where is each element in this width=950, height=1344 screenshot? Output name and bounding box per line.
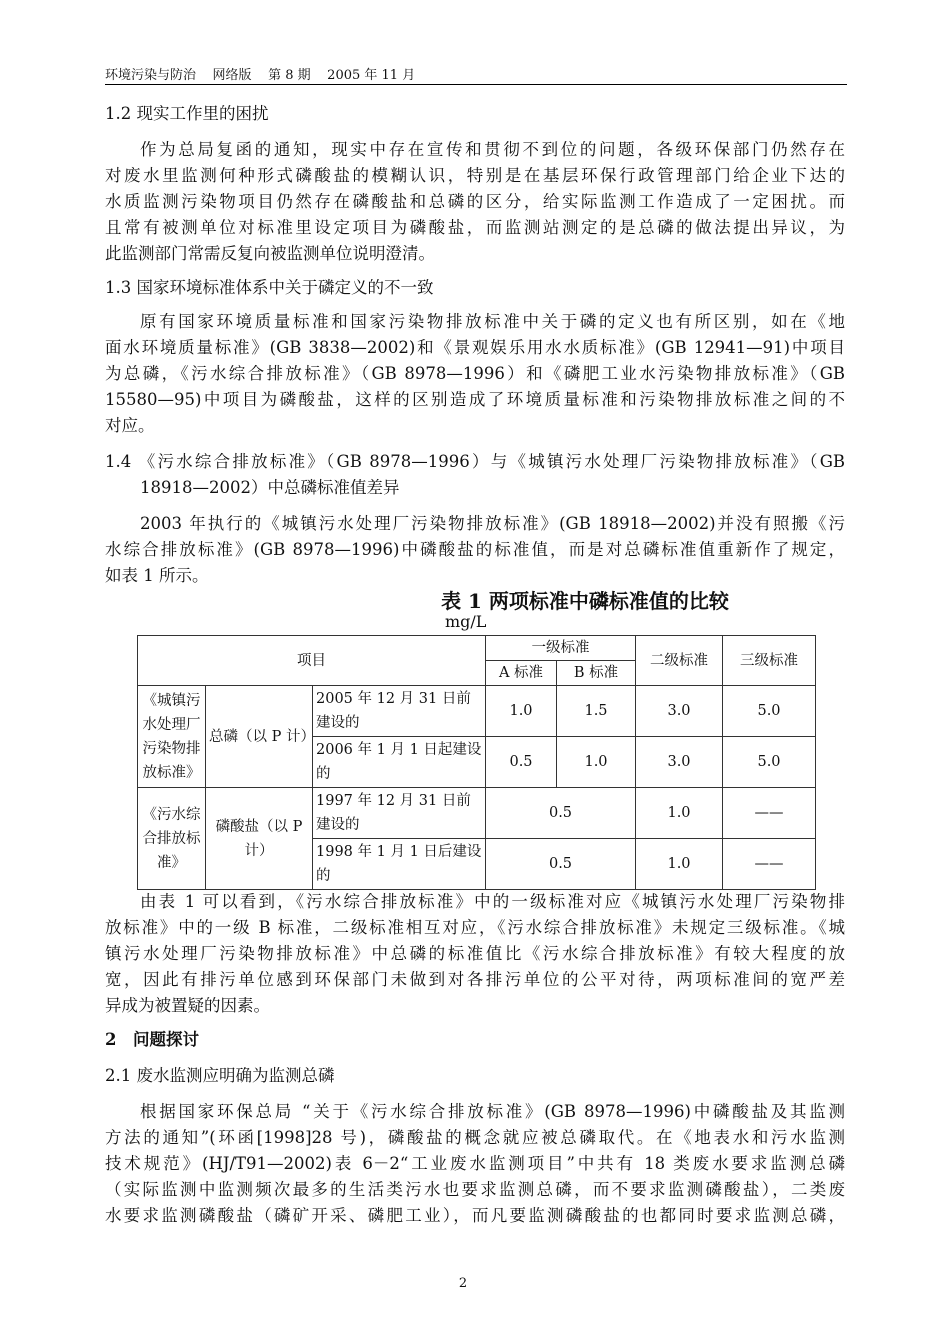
- text-line: 原有国家环境质量标准和国家污染物排放标准中关于磷的定义也有所区别，如在《地: [140, 312, 845, 331]
- text-line: 宽，因此有排污单位感到环保部门未做到对各排污单位的公平对待，两项标准间的宽严差: [105, 970, 845, 989]
- running-header: [105, 64, 415, 83]
- period: 2006 年 1 月 1 日起建设的: [313, 737, 486, 788]
- text-line: 镇污水处理厂污染物排放标准》中总磷的标准值比《污水综合排放标准》有较大程度的放: [105, 944, 845, 963]
- text-line: 对应。: [105, 416, 155, 435]
- heading-text: 1.3 国家环境标准体系中关于磷定义的不一致: [105, 278, 434, 297]
- section-heading: [105, 1027, 845, 1053]
- text-line: 此监测部门常需反复向被监测单位说明澄清。: [105, 244, 435, 263]
- text-line: （实际监测中监测频次最多的生活类污水也要求监测总磷，而不要求监测磷酸盐），二类废: [105, 1180, 845, 1199]
- text-line: 技术规范》(HJ/T91—2002)表 6－2“工业废水监测项目”中共有 18 类废水要求监测总磷: [105, 1154, 845, 1173]
- text-line: 水要求监测磷酸盐（磷矿开采、磷肥工业），而凡要监测磷酸盐的也都同时要求监测总磷，: [105, 1206, 845, 1225]
- value-grade2: 3.0: [636, 737, 723, 788]
- text-line: 水质监测污染物项目仍然存在磷酸盐和总磷的区分，给实际监测工作造成了一定困扰。而: [105, 192, 845, 211]
- text-line: 放标准》中的一级 B 标准，二级标准相互对应，《污水综合排放标准》未规定三级标准。《城: [105, 918, 845, 937]
- value-grade1: 0.5: [486, 839, 636, 890]
- date: 2005 年 11 月: [327, 68, 416, 83]
- paragraph: [105, 1099, 845, 1229]
- text-line: 由表 1 可以看到，《污水综合排放标准》中的一级标准对应《城镇污水处理厂污染物排: [140, 892, 845, 911]
- text-line: 2003 年执行的《城镇污水处理厂污染物排放标准》(GB 18918—2002)并没有照搬《污: [140, 514, 845, 533]
- period: 1998 年 1 月 1 日后建设的: [313, 839, 486, 890]
- issue: 第 8 期: [268, 68, 311, 83]
- heading-text: 2 问题探讨: [105, 1030, 199, 1049]
- paragraph: [105, 309, 845, 439]
- text-line: 水综合排放标准》(GB 8978—1996)中磷酸盐的标准值，而是对总磷标准值重新作了规定，: [105, 540, 845, 559]
- period: 1997 年 12 月 31 日前建设的: [313, 788, 486, 839]
- text-line: 且常有被测单位对标准里设定项目为磷酸盐，而监测站测定的是总磷的做法提出异议，为: [105, 218, 845, 237]
- standard-name: 《城镇污水处理厂污染物排放标准》: [138, 686, 206, 788]
- parameter: 磷酸盐（以 P 计）: [206, 788, 313, 890]
- value-grade2: 3.0: [636, 686, 723, 737]
- subsection-heading: [105, 1063, 845, 1089]
- period: 2005 年 12 月 31 日前建设的: [313, 686, 486, 737]
- text-line: 根据国家环保总局 “关于《污水综合排放标准》(GB 8978—1996)中磷酸盐及其监测: [140, 1102, 845, 1121]
- paragraph: [105, 511, 845, 589]
- heading-text: 2.1 废水监测应明确为监测总磷: [105, 1066, 335, 1085]
- value-grade3: 5.0: [723, 686, 816, 737]
- text-line: 为总磷，《污水综合排放标准》（GB 8978—1996）和《磷肥工业水污染物排放标准》（GB: [105, 364, 845, 383]
- text-line: 1.4 《污水综合排放标准》（GB 8978—1996）与《城镇污水处理厂污染物排放标准》（GB: [105, 452, 845, 471]
- table-title: 表 1 两项标准中磷标准值的比较: [441, 589, 729, 613]
- heading-text: 1.2 现实工作里的困扰: [105, 104, 269, 123]
- header-b: B 标准: [557, 661, 636, 686]
- paragraph: [105, 889, 845, 1019]
- table-row: [138, 686, 816, 737]
- table-unit: mg/L: [445, 612, 487, 631]
- text-line: 对废水里监测何种形式磷酸盐的模糊认识，特别是在基层环保行政管理部门给企业下达的: [105, 166, 845, 185]
- edition: 网络版: [212, 68, 252, 83]
- header-grade1: 一级标准: [486, 636, 636, 661]
- text-line: 异成为被置疑的因素。: [105, 996, 270, 1015]
- header-grade2: 二级标准: [636, 636, 723, 686]
- value-grade2: 1.0: [636, 839, 723, 890]
- subsection-heading: [105, 275, 845, 301]
- header-item: 项目: [138, 636, 486, 686]
- comparison-table: [137, 635, 816, 890]
- text-line: 面水环境质量标准》(GB 3838—2002)和《景观娱乐用水水质标准》(GB 12941—91)中项目: [105, 338, 845, 357]
- text-line: 18918—2002）中总磷标准值差异: [140, 478, 400, 497]
- value-grade3: 5.0: [723, 737, 816, 788]
- parameter: 总磷（以 P 计）: [206, 686, 313, 788]
- subsection-heading: [105, 101, 845, 127]
- page-number: 2: [458, 1276, 468, 1291]
- value-grade1: 0.5: [486, 788, 636, 839]
- value-a: 1.0: [486, 686, 557, 737]
- text-line: 方法的通知”(环函[1998]28 号)，磷酸盐的概念就应被总磷取代。在《地表水和污水监测: [105, 1128, 845, 1147]
- paragraph: [105, 137, 845, 267]
- table-row: [138, 788, 816, 839]
- header-rule: [105, 84, 847, 85]
- header-grade3: 三级标准: [723, 636, 816, 686]
- text-line: 作为总局复函的通知，现实中存在宣传和贯彻不到位的问题，各级环保部门仍然存在: [140, 140, 845, 159]
- header-a: A 标准: [486, 661, 557, 686]
- subsection-heading: [105, 449, 845, 501]
- text-line: 15580—95)中项目为磷酸盐，这样的区别造成了环境质量标准和污染物排放标准之间的不: [105, 390, 845, 409]
- value-grade3: ——: [723, 839, 816, 890]
- value-b: 1.5: [557, 686, 636, 737]
- text-line: 如表 1 所示。: [105, 566, 209, 585]
- journal-name: 环境污染与防治: [105, 68, 197, 83]
- value-grade2: 1.0: [636, 788, 723, 839]
- value-b: 1.0: [557, 737, 636, 788]
- value-a: 0.5: [486, 737, 557, 788]
- value-grade3: ——: [723, 788, 816, 839]
- standard-name: 《污水综合排放标准》: [138, 788, 206, 890]
